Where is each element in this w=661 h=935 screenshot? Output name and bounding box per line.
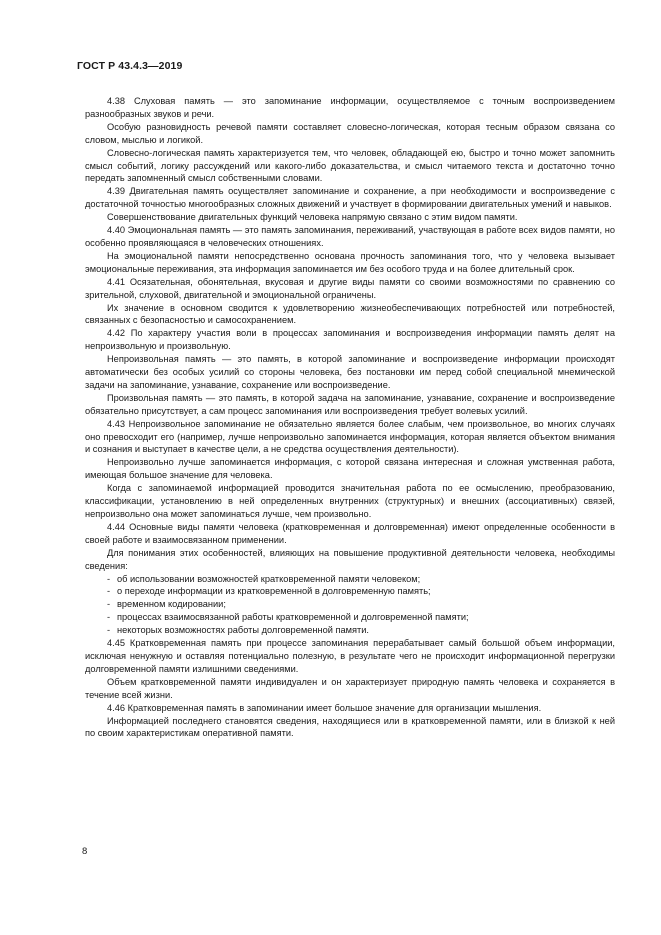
document-body xyxy=(85,95,615,740)
list-item xyxy=(85,598,615,611)
body-paragraph: Для понимания этих особенностей, влияющих на повышение продуктивной деятельности человека, необходимы сведения: xyxy=(85,547,615,571)
list-marker: - xyxy=(107,599,111,610)
body-paragraph: 4.44 Основные виды памяти человека (кратковременная и долговременная) имеют определенные особенности в своей работе и взаимосвязанном применении. xyxy=(85,521,615,545)
list-item xyxy=(85,585,615,598)
list-item-text: процессах взаимосвязанной работы кратковременной и долговременной памяти; xyxy=(117,612,469,623)
list-item-text: некоторых возможностях работы долговременной памяти. xyxy=(117,625,369,636)
list-marker: - xyxy=(107,612,111,623)
list-marker: - xyxy=(107,586,111,597)
body-paragraph: 4.38 Слуховая память — это запоминание информации, осуществляемое с точным воспроизведением разнообразных звуков и речи. xyxy=(85,96,615,119)
body-paragraph: 4.40 Эмоциональная память — это память запоминания, переживаний, участвующая в работе всех видов памяти, но особенно проявляющаяся в человеческих отношениях. xyxy=(85,225,615,248)
list-item xyxy=(85,573,615,586)
paragraph-group-a xyxy=(85,95,615,573)
body-paragraph: 4.41 Осязательная, обонятельная, вкусовая и другие виды памяти со своими возможностями по сравнению со зрительной, слуховой, двигательной и эмоциональной ограничены. xyxy=(85,276,615,300)
body-paragraph: 4.42 По характеру участия воли в процессах запоминания и воспроизведения информации память делят на непроизвольную и произвольную. xyxy=(85,328,615,352)
body-paragraph: Непроизвольная память — это память, в которой запоминание и воспроизведение информации происходят автоматически без особых усилий со стороны человека, без постановки им перед собой специальной мнемической задачи на запоминание, узнавание, сохранение или воспроизведение. xyxy=(85,354,615,390)
body-paragraph: Совершенствование двигательных функций человека напрямую связано с этим видом памяти. xyxy=(107,212,518,223)
body-paragraph: Информацией последнего становятся сведения, находящиеся или в кратковременной памяти, или в близкой к ней по своим характеристикам оперативной памяти. xyxy=(85,715,615,739)
body-paragraph: Словесно-логическая память характеризуется тем, что человек, обладающей ею, быстро и точно может запомнить смысл событий, логику рассуждений или какого-либо доказательства, и смысл читаемого текста и достаточно точно передать запомненный смысл собственными словами. xyxy=(85,147,615,184)
body-paragraph: 4.39 Двигательная память осуществляет запоминание и сохранение, а при необходимости и воспроизведение с достаточной точностью многообразных сложных движений и участвует в формировании двигательных умений и навыков. xyxy=(85,186,615,210)
list-item-text: о переходе информации из кратковременной в долговременную память; xyxy=(117,586,431,597)
body-paragraph: 4.46 Кратковременная память в запоминании имеет большое значение для организации мышления. xyxy=(107,702,542,713)
paragraph-group-b xyxy=(85,637,615,740)
list-marker: - xyxy=(107,625,111,636)
requirements-list xyxy=(85,573,615,638)
body-paragraph: 4.43 Непроизвольное запоминание не обязательно является более слабым, чем произвольное, во многих случаях оно превосходит его (например, лучше непроизвольно запоминается информация, которая является объектом внимания и сознания и выступает в качестве цели, а не средства осуществления деятельности). xyxy=(85,418,615,455)
body-paragraph: Непроизвольно лучше запоминается информация, с которой связана интересная и сложная умственная работа, имеющая большое значение для человека. xyxy=(85,457,615,481)
document-code-header: ГОСТ Р 43.4.3—2019 xyxy=(77,60,183,72)
list-marker: - xyxy=(107,573,111,584)
list-item-text: временном кодировании; xyxy=(117,599,226,610)
body-paragraph: Особую разновидность речевой памяти составляет словесно-логическая, которая тесным образом связана со словом, мыслью и логикой. xyxy=(85,121,615,145)
list-item xyxy=(85,624,615,637)
body-paragraph: Произвольная память — это память, в которой задача на запоминание, узнавание, сохранение и воспроизведение обязательно присутствует, а сам процесс запоминания или воспроизведения требует волевых усилий. xyxy=(85,392,615,416)
body-paragraph: На эмоциональной памяти непосредственно основана прочность запоминания того, что у человека вызывает эмоциональные переживания, эта информация запоминается им без особого труда и на более длительный срок. xyxy=(85,250,615,274)
body-paragraph: Их значение в основном сводится к удовлетворению жизнеобеспечивающих потребностей или потребностей, связанных с безопасностью и самосохранением. xyxy=(85,302,615,326)
page-number: 8 xyxy=(82,846,88,857)
list-item-text: об использовании возможностей кратковременной памяти человеком; xyxy=(117,573,421,584)
body-paragraph: Объем кратковременной памяти индивидуален и он характеризует природную память человека и сохраняется в течение всей жизни. xyxy=(85,676,615,700)
body-paragraph: 4.45 Кратковременная память при процессе запоминания перерабатывает самый большой объем информации, исключая ненужную и оставляя потенциально полезную, в результате чего не происходит информационной перегрузки долговременной памяти излишними сведениями. xyxy=(85,638,615,674)
body-paragraph: Когда с запоминаемой информацией проводится значительная работа по ее осмыслению, преобразованию, классификации, установлению в ней определенных внутренних (структурных) и внешних (ассоциативных) связей, непроизвольно она может запоминаться лучше, чем произвольно. xyxy=(85,483,615,519)
list-item xyxy=(85,611,615,624)
